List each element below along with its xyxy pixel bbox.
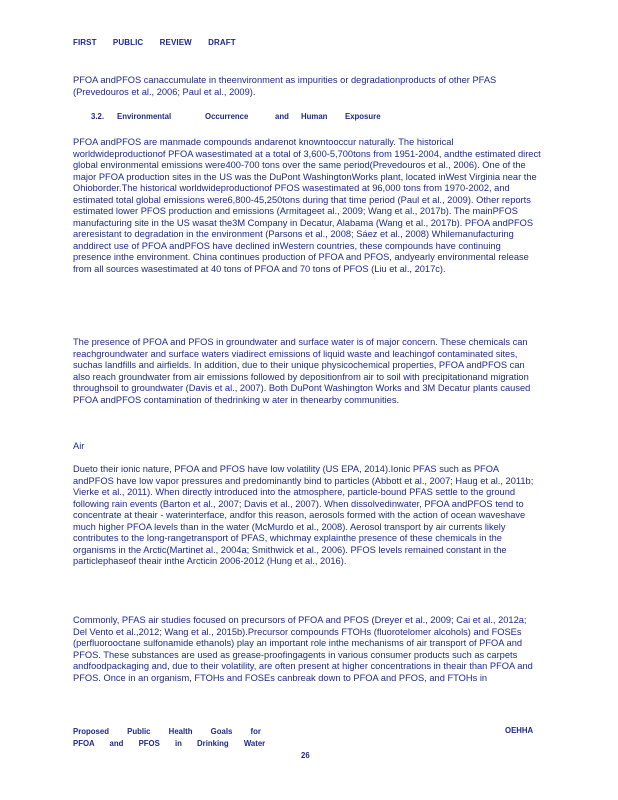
air-paragraph-volatility: Dueto their ionic nature, PFOA and PFOS have low volatility (US EPA, 2014).Ionic PFAS such as PFOA andPFOS have low vapor pressures and predominantly bind to particles (Abbott et al., 2007; Haug et al., 2011b; Vierke et al., 2011). When directly introduced into the atmosphere, particle-bound PFAS settle to the ground following rain events (Barton et al., 2007; Davis et al., 2007). When dissolvedinwater, PFOA andPFOS tend to concentrate at theair - waterinterface, andfor this reason, aerosols formed with the action of ocean waveshave much higher PFOA levels than in the water (McMurdo et al., 2008). Aerosol transport by air currents likely contributes to the long-rangetransport of PFAS, whichmay explainthe presence of these chemicals in the organisms in the Arctic(Martinet al., 2004a; Smithwick et al., 2006). PFOS levels remained constant in the particlephaseof theair inthe Arcticin 2006-2012 (Hung et al., 2016). (73, 464, 534, 567)
intro-paragraph: PFOA andPFOS canaccumulate in theenvironment as impurities or degradationproducts of other PFAS (Prevedouros et al., 2006; Paul et al., 2009). (73, 75, 497, 97)
section-title-word: Environmental (117, 112, 172, 121)
footer-document-title (73, 726, 265, 749)
section-number: 3.2. (91, 112, 105, 121)
body-paragraph-groundwater: The presence of PFOA and PFOS in groundwater and surface water is of major concern. These chemicals can reachgroundwater and surface waters viadirect emissions of liquid waste and leachingof contaminated sites, suchas landfills and airfields. In addition, due to their unique physicochemical properties, PFOA andPFOS can also reach groundwater from air emissions followed by depositionfrom air to soil with precipitationand migration throughsoil to groundwater (Davis et al., 2007). Both DuPont Washington Works and 3M Decatur plants caused PFOA andPFOS contamination of thedrinking w ater in thenearby communities. (73, 337, 531, 405)
section-title-word: Exposure (345, 112, 381, 121)
body-paragraph-production: PFOA andPFOS are manmade compounds andarenot knowntooccur naturally. The historical worldwideproductionof PFOA wasestimated at a total of 3,600-5,700tons from 1951-2004, andthe estimated direct global environmental emissions were400-700 tons over the same period(Prevedouros et al., 2006). One of the major PFOA production sites in the US was the DuPont WashingtonWorks plant, located inWest Virginia near the Ohioborder.The historical worldwideproductionof PFOS wasestimated at 96,000 tons from 1970-2002, and estimated total global emissions were6,800-45,250tons during that time period (Paul et al., 2009). Other reports estimated lower PFOS production and emissions (Armitageet al., 2009; Wang et al., 2017b). The mainPFOS manufacturing site in the US wasat the3M Company in Decatur, Alabama (Wang et al., 2017b). PFOA andPFOS areresistant to degradation in the environment (Parsons et al., 2008; Sáez et al., 2008) Whilemanufacturing anddirect use of PFOA andPFOS have declined inWestern countries, these compounds have continuing presence inthe environment. China continues production of PFOA and PFOS, andyearly environmental release from all sources wasestimated at 40 tons of PFOA and 70 tons of PFOS (Liu et al., 2017c). (73, 137, 541, 275)
section-heading (91, 112, 381, 121)
section-title-word: Human (301, 112, 328, 121)
footer-line-1: Proposed Public Health Goals for (73, 727, 261, 736)
section-title-word: Occurrence (205, 112, 249, 121)
page-number: 26 (301, 751, 310, 760)
air-paragraph-precursors: Commonly, PFAS air studies focused on precursors of PFOA and PFOS (Dreyer et al., 2009; Cai et al., 2012a; Del Vento et al.,2012; Wang et al., 2015b).Precursor compounds FTOHs (fluorotelomer alcohols) and FOSEs (perfluorooctane sulfonamide ethanols) play an important role inthe mechanisms of air transport of PFOA and PFOS. These substances are used as grease-proofingagents in various consumer products such as carpets andfoodpackaging and, due to their volatility, are often present at higher concentrations in theair than PFOA and PFOS. Once in an organism, FTOHs and FOSEs canbreak down to PFOA and PFOS, and FTOHs in (73, 615, 533, 683)
document-header: FIRST PUBLIC REVIEW DRAFT (73, 38, 236, 47)
footer-line-2: PFOA and PFOS in Drinking Water (73, 738, 266, 748)
section-title-word: and (275, 112, 289, 121)
footer-agency: OEHHA (505, 726, 534, 735)
subsection-heading-air: Air (73, 441, 85, 451)
